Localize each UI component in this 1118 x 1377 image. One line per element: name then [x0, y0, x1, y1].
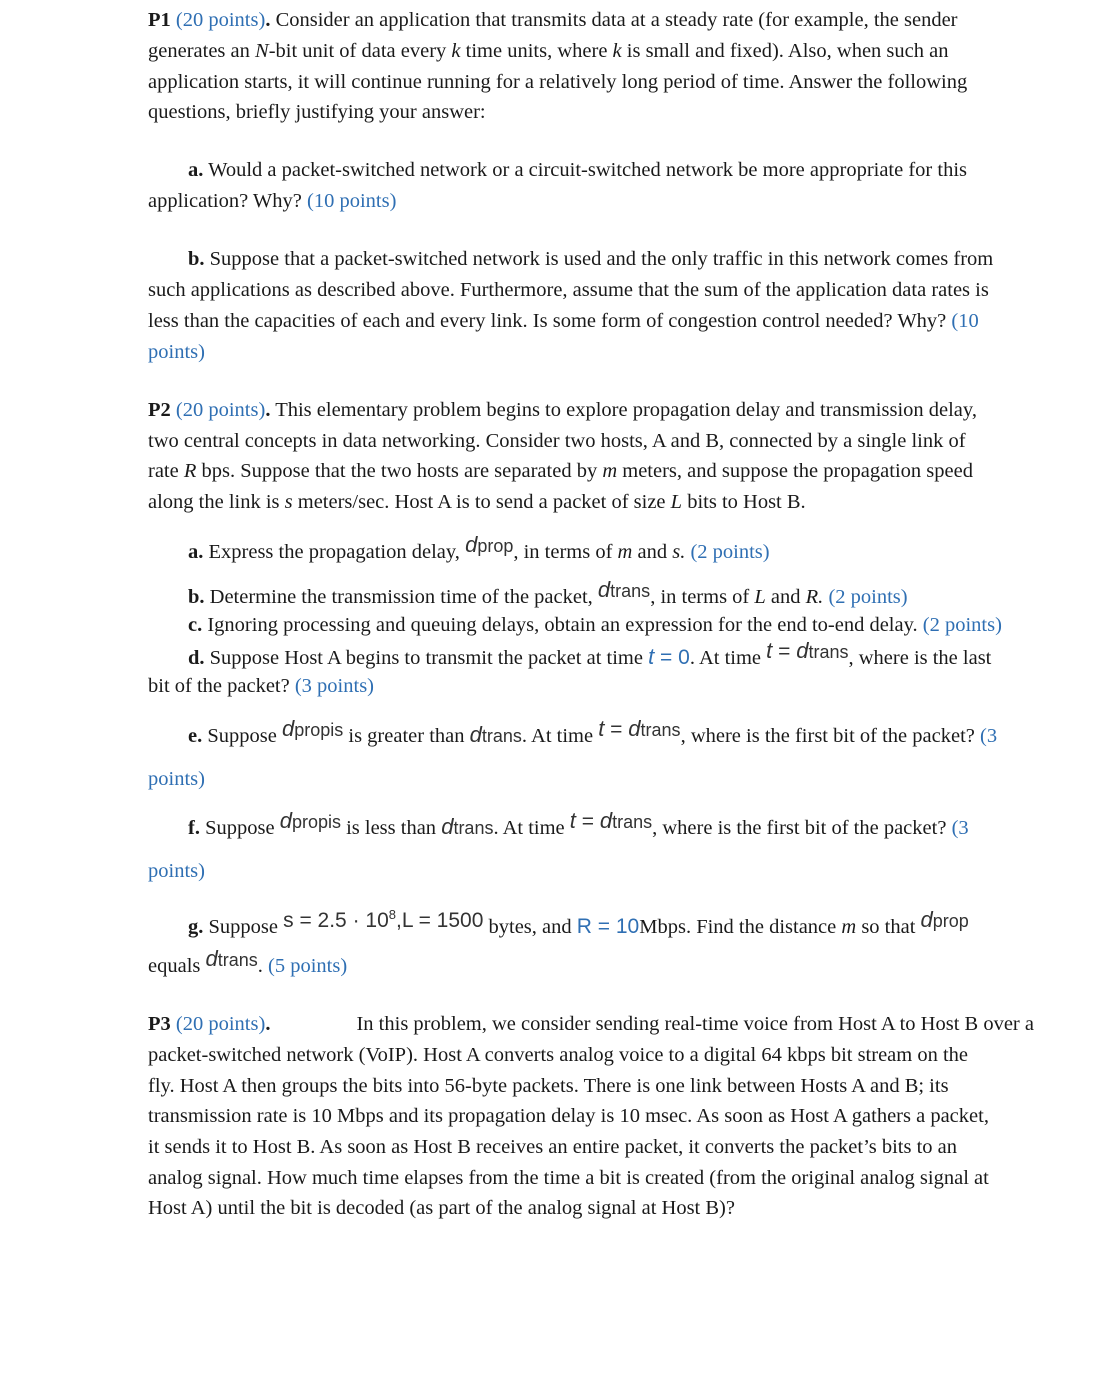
p2-d-line-2: bit of the packet? (3 points): [148, 675, 375, 697]
p2-f-line-1: f. Suppose dpropis is less than dtrans. At time t = dtrans, where is the first bit of the packet? (3: [188, 808, 969, 839]
p2-g-line-1: g. Suppose $s = 2.5 \cdot 10^8,L = 1500$ bytes, and R = 10Mbps. Find the distance m so that dprop: [188, 906, 969, 938]
p3-line-6: analog signal. How much time elapses from the time a bit is created (from the original analog signal at: [148, 1167, 989, 1189]
p3-line-7: Host A) until the bit is decoded (as part of the analog signal at Host B)?: [148, 1197, 735, 1219]
p2-d-line-1: d. Suppose Host A begins to transmit the packet at time t = 0. At time t = dtrans, where is the last: [188, 638, 992, 669]
p2-title: P2: [148, 399, 171, 421]
p1-line-2: generates an N-bit unit of data every k time units, where k is small and fixed). Also, when such an: [148, 40, 949, 62]
p2-a-line: a. Express the propagation delay, dprop, in terms of m and s. (2 points): [188, 532, 770, 563]
p1-title: P1: [148, 9, 171, 31]
p3-line-1: P3 (20 points). In this problem, we consider sending real-time voice from Host A to Host B over a: [148, 1013, 1034, 1035]
p2-f-line-2: points): [148, 860, 205, 882]
p1-b-line-2: such applications as described above. Furthermore, assume that the sum of the application data rates is: [148, 279, 989, 301]
p2-g-line-2: equals dtrans. (5 points): [148, 946, 348, 977]
p2-c-line: c. Ignoring processing and queuing delays, obtain an expression for the end to-end delay. (2 points): [188, 614, 1002, 636]
p1-points: (20 points): [175, 9, 266, 31]
p3-line-5: it sends it to Host B. As soon as Host B receives an entire packet, it converts the packet’s bits to an: [148, 1136, 958, 1158]
p1-a-line-2: application? Why? (10 points): [148, 190, 397, 212]
p3-line-4: transmission rate is 10 Mbps and its propagation delay is 10 msec. As soon as Host A gathers a packet,: [148, 1105, 989, 1127]
p2-line-2: two central concepts in data networking. Consider two hosts, A and B, connected by a single link of: [148, 430, 966, 452]
p3-title: P3: [148, 1013, 171, 1035]
p2-e-line-2: points): [148, 768, 205, 790]
p1-a-line-1: a. Would a packet-switched network or a circuit-switched network be more appropriate for this: [188, 159, 968, 181]
p2-line-4: along the link is s meters/sec. Host A is to send a packet of size L bits to Host B.: [148, 491, 806, 513]
p1-b-line-1: b. Suppose that a packet-switched network is used and the only traffic in this network comes from: [188, 248, 994, 270]
p2-line-3: rate R bps. Suppose that the two hosts are separated by m meters, and suppose the propagation speed: [148, 460, 973, 482]
p2-line-1: P2 (20 points). This elementary problem begins to explore propagation delay and transmission delay,: [148, 399, 977, 421]
p3-line-2: packet-switched network (VoIP). Host A converts analog voice to a digital 64 kbps bit stream on the: [148, 1044, 969, 1066]
p1-line-4: questions, briefly justifying your answer:: [148, 101, 486, 123]
p1-b-line-3: less than the capacities of each and every link. Is some form of congestion control needed? Why? (10: [148, 310, 979, 332]
p1-line-3: application starts, it will continue running for a relatively long period of time. Answer the following: [148, 71, 968, 93]
p3-points: (20 points): [175, 1013, 266, 1035]
p3-line-3: fly. Host A then groups the bits into 56-byte packets. There is one link between Hosts A and B; its: [148, 1075, 949, 1097]
p2-e-line-1: e. Suppose dpropis is greater than dtrans. At time t = dtrans, where is the first bit of the packet? (3: [188, 716, 998, 747]
p1-b-line-4: points): [148, 341, 205, 363]
p1-line-1: P1 (20 points). Consider an application that transmits data at a steady rate (for example, the sender: [148, 9, 958, 31]
p2-points: (20 points): [175, 399, 266, 421]
p2-b-line: b. Determine the transmission time of the packet, dtrans, in terms of L and R. (2 points): [188, 577, 908, 608]
